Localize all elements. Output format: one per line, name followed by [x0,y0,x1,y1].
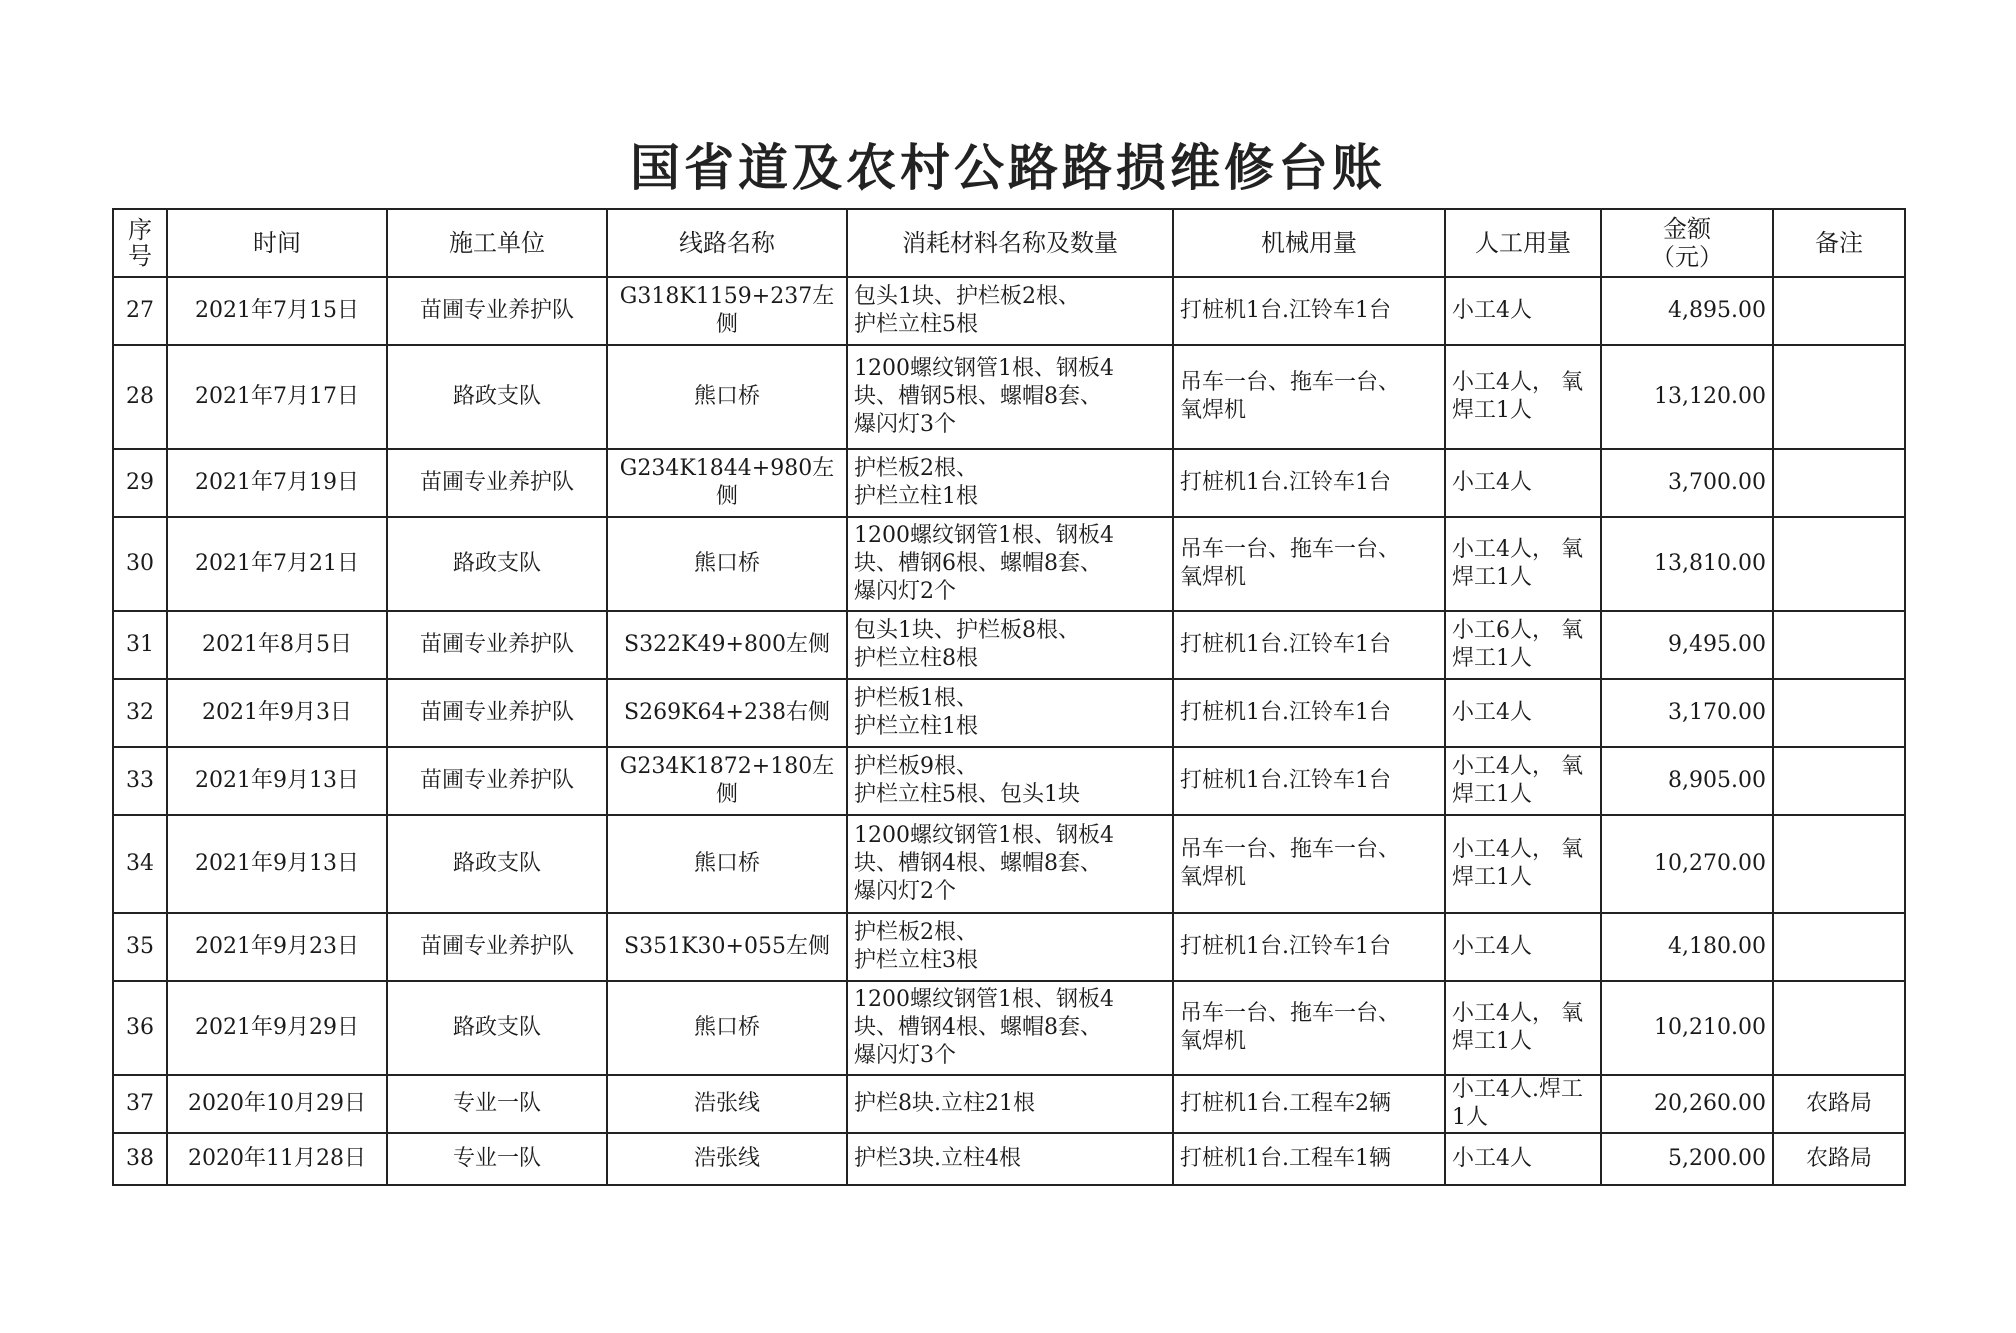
table-row [113,981,1905,1075]
cell-materials-line: 护栏立柱3根 [854,948,978,973]
cell-unit: 路政支队 [387,981,607,1075]
cell-labor-line: 小工4人， 氧 [1452,537,1583,562]
cell-amount: 3,700.00 [1601,449,1773,517]
cell-unit: 苗圃专业养护队 [387,611,607,679]
cell-time: 2021年9月23日 [167,913,387,981]
cell-labor-line: 焊工1人 [1452,565,1532,590]
cell-machinery-line: 打桩机1台.工程车2辆 [1180,1091,1391,1116]
cell-machinery-line: 吊车一台、拖车一台、 [1180,370,1401,395]
cell-route: 熊口桥 [607,815,847,913]
cell-machinery-line: 吊车一台、拖车一台、 [1180,537,1401,562]
cell-time: 2021年7月15日 [167,277,387,345]
cell-note [1773,747,1905,815]
cell-machinery-line: 吊车一台、拖车一台、 [1180,837,1401,862]
cell-materials-line: 护栏立柱1根 [854,714,978,739]
cell-note [1773,517,1905,611]
cell-materials-line: 护栏板2根、 [854,456,978,481]
cell-machinery [1173,517,1445,611]
cell-unit: 苗圃专业养护队 [387,913,607,981]
cell-labor [1445,449,1601,517]
cell-seq: 34 [113,815,167,913]
table-row [113,679,1905,747]
cell-materials-line: 1200螺纹钢管1根、钢板4 [854,523,1114,548]
cell-labor-line: 小工4人， 氧 [1452,370,1583,395]
cell-materials-line: 爆闪灯2个 [854,879,956,904]
cell-route: G234K1872+180左侧 [607,747,847,815]
header-machinery: 机械用量 [1173,209,1445,277]
cell-amount: 13,810.00 [1601,517,1773,611]
cell-labor-line: 小工4人 [1452,298,1532,323]
header-unit: 施工单位 [387,209,607,277]
cell-materials-line: 护栏板1根、 [854,686,978,711]
cell-materials-line: 块、槽钢6根、螺帽8套、 [854,551,1102,576]
cell-route: S322K49+800左侧 [607,611,847,679]
cell-unit: 路政支队 [387,345,607,449]
cell-route: S351K30+055左侧 [607,913,847,981]
cell-labor [1445,679,1601,747]
cell-materials-line: 1200螺纹钢管1根、钢板4 [854,987,1114,1012]
cell-time: 2021年9月29日 [167,981,387,1075]
cell-machinery [1173,815,1445,913]
header-seq-line1: 序 [128,216,152,244]
cell-materials-line: 1200螺纹钢管1根、钢板4 [854,823,1114,848]
cell-route: 熊口桥 [607,981,847,1075]
cell-materials [847,345,1173,449]
cell-machinery [1173,913,1445,981]
cell-machinery-line: 氧焊机 [1180,865,1247,890]
cell-seq: 36 [113,981,167,1075]
cell-labor-line: 小工4人， 氧 [1452,837,1583,862]
cell-route: 浩张线 [607,1075,847,1133]
cell-route: G234K1844+980左侧 [607,449,847,517]
table-row [113,815,1905,913]
header-amount [1601,209,1773,277]
cell-materials [847,747,1173,815]
header-amount-line1: 金额 [1663,215,1711,243]
cell-time: 2021年9月13日 [167,747,387,815]
cell-seq: 33 [113,747,167,815]
cell-amount: 10,270.00 [1601,815,1773,913]
cell-machinery-line: 氧焊机 [1180,1029,1247,1054]
cell-seq: 28 [113,345,167,449]
cell-materials-line: 护栏立柱5根、包头1块 [854,782,1080,807]
cell-amount: 10,210.00 [1601,981,1773,1075]
cell-unit: 苗圃专业养护队 [387,747,607,815]
cell-machinery [1173,1133,1445,1185]
cell-time: 2020年11月28日 [167,1133,387,1185]
cell-labor-line: 小工4人 [1452,470,1532,495]
cell-seq: 37 [113,1075,167,1133]
cell-machinery-line: 打桩机1台.江铃车1台 [1180,934,1391,959]
cell-materials-line: 爆闪灯2个 [854,579,956,604]
cell-machinery [1173,277,1445,345]
cell-route: S269K64+238右侧 [607,679,847,747]
header-note: 备注 [1773,209,1905,277]
cell-amount: 20,260.00 [1601,1075,1773,1133]
cell-machinery-line: 打桩机1台.江铃车1台 [1180,298,1391,323]
table-row [113,345,1905,449]
cell-materials-line: 1200螺纹钢管1根、钢板4 [854,356,1114,381]
cell-time: 2021年7月19日 [167,449,387,517]
cell-time: 2021年7月21日 [167,517,387,611]
cell-materials [847,913,1173,981]
cell-machinery [1173,611,1445,679]
cell-note [1773,345,1905,449]
cell-note [1773,679,1905,747]
table-row [113,277,1905,345]
page-title: 国省道及农村公路路损维修台账 [630,139,1386,197]
cell-materials-line: 块、槽钢4根、螺帽8套、 [854,1015,1102,1040]
cell-unit: 专业一队 [387,1133,607,1185]
cell-machinery-line: 打桩机1台.江铃车1台 [1180,470,1391,495]
cell-seq: 32 [113,679,167,747]
cell-labor [1445,981,1601,1075]
cell-materials [847,1075,1173,1133]
cell-machinery [1173,679,1445,747]
ledger-table [112,208,1906,1186]
cell-labor-line: 小工4人 [1452,700,1532,725]
table-row [113,611,1905,679]
cell-machinery [1173,345,1445,449]
cell-materials [847,981,1173,1075]
cell-note [1773,815,1905,913]
cell-materials-line: 护栏立柱1根 [854,484,978,509]
cell-labor-line: 小工4人 [1452,934,1532,959]
cell-unit: 路政支队 [387,517,607,611]
cell-labor [1445,517,1601,611]
cell-materials [847,815,1173,913]
cell-materials-line: 包头1块、护栏板8根、 [854,618,1080,643]
cell-amount: 3,170.00 [1601,679,1773,747]
cell-materials-line: 包头1块、护栏板2根、 [854,284,1080,309]
cell-seq: 35 [113,913,167,981]
cell-unit: 苗圃专业养护队 [387,679,607,747]
table-row [113,1133,1905,1185]
cell-machinery [1173,747,1445,815]
cell-materials-line: 爆闪灯3个 [854,412,956,437]
table-row [113,449,1905,517]
cell-labor-line: 焊工1人 [1452,782,1532,807]
cell-unit: 苗圃专业养护队 [387,449,607,517]
cell-machinery [1173,981,1445,1075]
cell-route: 熊口桥 [607,345,847,449]
cell-machinery-line: 氧焊机 [1180,398,1247,423]
cell-machinery-line: 打桩机1台.工程车1辆 [1180,1146,1391,1171]
cell-labor [1445,815,1601,913]
cell-materials-line: 护栏板2根、 [854,920,978,945]
header-labor: 人工用量 [1445,209,1601,277]
cell-labor-line: 小工4人 [1452,1146,1532,1171]
cell-amount: 4,895.00 [1601,277,1773,345]
cell-machinery [1173,449,1445,517]
cell-amount: 4,180.00 [1601,913,1773,981]
cell-labor-line: 1人 [1452,1105,1488,1130]
table-row [113,913,1905,981]
cell-materials [847,517,1173,611]
cell-labor [1445,611,1601,679]
cell-materials-line: 护栏立柱8根 [854,646,978,671]
cell-seq: 30 [113,517,167,611]
cell-materials [847,1133,1173,1185]
cell-labor-line: 小工4人， 氧 [1452,1001,1583,1026]
cell-labor-line: 焊工1人 [1452,646,1532,671]
cell-labor-line: 焊工1人 [1452,865,1532,890]
cell-unit: 路政支队 [387,815,607,913]
cell-time: 2021年8月5日 [167,611,387,679]
cell-seq: 38 [113,1133,167,1185]
cell-seq: 29 [113,449,167,517]
cell-materials-line: 块、槽钢4根、螺帽8套、 [854,851,1102,876]
cell-materials [847,679,1173,747]
cell-note [1773,913,1905,981]
cell-time: 2020年10月29日 [167,1075,387,1133]
cell-materials [847,611,1173,679]
header-materials: 消耗材料名称及数量 [847,209,1173,277]
cell-time: 2021年9月13日 [167,815,387,913]
cell-note [1773,981,1905,1075]
cell-machinery-line: 打桩机1台.江铃车1台 [1180,632,1391,657]
cell-seq: 31 [113,611,167,679]
cell-labor-line: 小工4人.焊工 [1452,1077,1583,1102]
cell-materials-line: 爆闪灯3个 [854,1043,956,1068]
cell-materials-line: 护栏3块.立柱4根 [854,1146,1021,1171]
cell-materials-line: 护栏8块.立柱21根 [854,1091,1035,1116]
cell-note [1773,277,1905,345]
cell-route: 浩张线 [607,1133,847,1185]
cell-time: 2021年7月17日 [167,345,387,449]
cell-labor-line: 小工4人， 氧 [1452,754,1583,779]
ledger-body [113,277,1905,1185]
cell-labor [1445,345,1601,449]
cell-amount: 9,495.00 [1601,611,1773,679]
cell-machinery [1173,1075,1445,1133]
cell-machinery-line: 吊车一台、拖车一台、 [1180,1001,1401,1026]
cell-unit: 苗圃专业养护队 [387,277,607,345]
cell-materials [847,449,1173,517]
cell-route: G318K1159+237左侧 [607,277,847,345]
header-amount-line2: （元） [1651,243,1723,271]
cell-seq: 27 [113,277,167,345]
header-seq [113,209,167,277]
header-route: 线路名称 [607,209,847,277]
table-row [113,1075,1905,1133]
cell-labor [1445,1075,1601,1133]
cell-amount: 8,905.00 [1601,747,1773,815]
header-time: 时间 [167,209,387,277]
cell-labor [1445,913,1601,981]
cell-materials-line: 块、槽钢5根、螺帽8套、 [854,384,1102,409]
cell-note [1773,449,1905,517]
cell-note: 农路局 [1773,1075,1905,1133]
cell-labor [1445,277,1601,345]
cell-route: 熊口桥 [607,517,847,611]
cell-materials-line: 护栏立柱5根 [854,312,978,337]
cell-labor-line: 小工6人， 氧 [1452,618,1583,643]
cell-labor [1445,1133,1601,1185]
cell-materials-line: 护栏板9根、 [854,754,978,779]
cell-labor [1445,747,1601,815]
cell-machinery-line: 打桩机1台.江铃车1台 [1180,768,1391,793]
cell-materials [847,277,1173,345]
cell-amount: 5,200.00 [1601,1133,1773,1185]
table-row [113,517,1905,611]
cell-unit: 专业一队 [387,1075,607,1133]
cell-note: 农路局 [1773,1133,1905,1185]
header-seq-line2: 号 [128,242,152,270]
cell-amount: 13,120.00 [1601,345,1773,449]
cell-machinery-line: 打桩机1台.江铃车1台 [1180,700,1391,725]
cell-labor-line: 焊工1人 [1452,398,1532,423]
cell-note [1773,611,1905,679]
cell-machinery-line: 氧焊机 [1180,565,1247,590]
table-row [113,747,1905,815]
cell-labor-line: 焊工1人 [1452,1029,1532,1054]
cell-time: 2021年9月3日 [167,679,387,747]
header-row [113,209,1905,277]
